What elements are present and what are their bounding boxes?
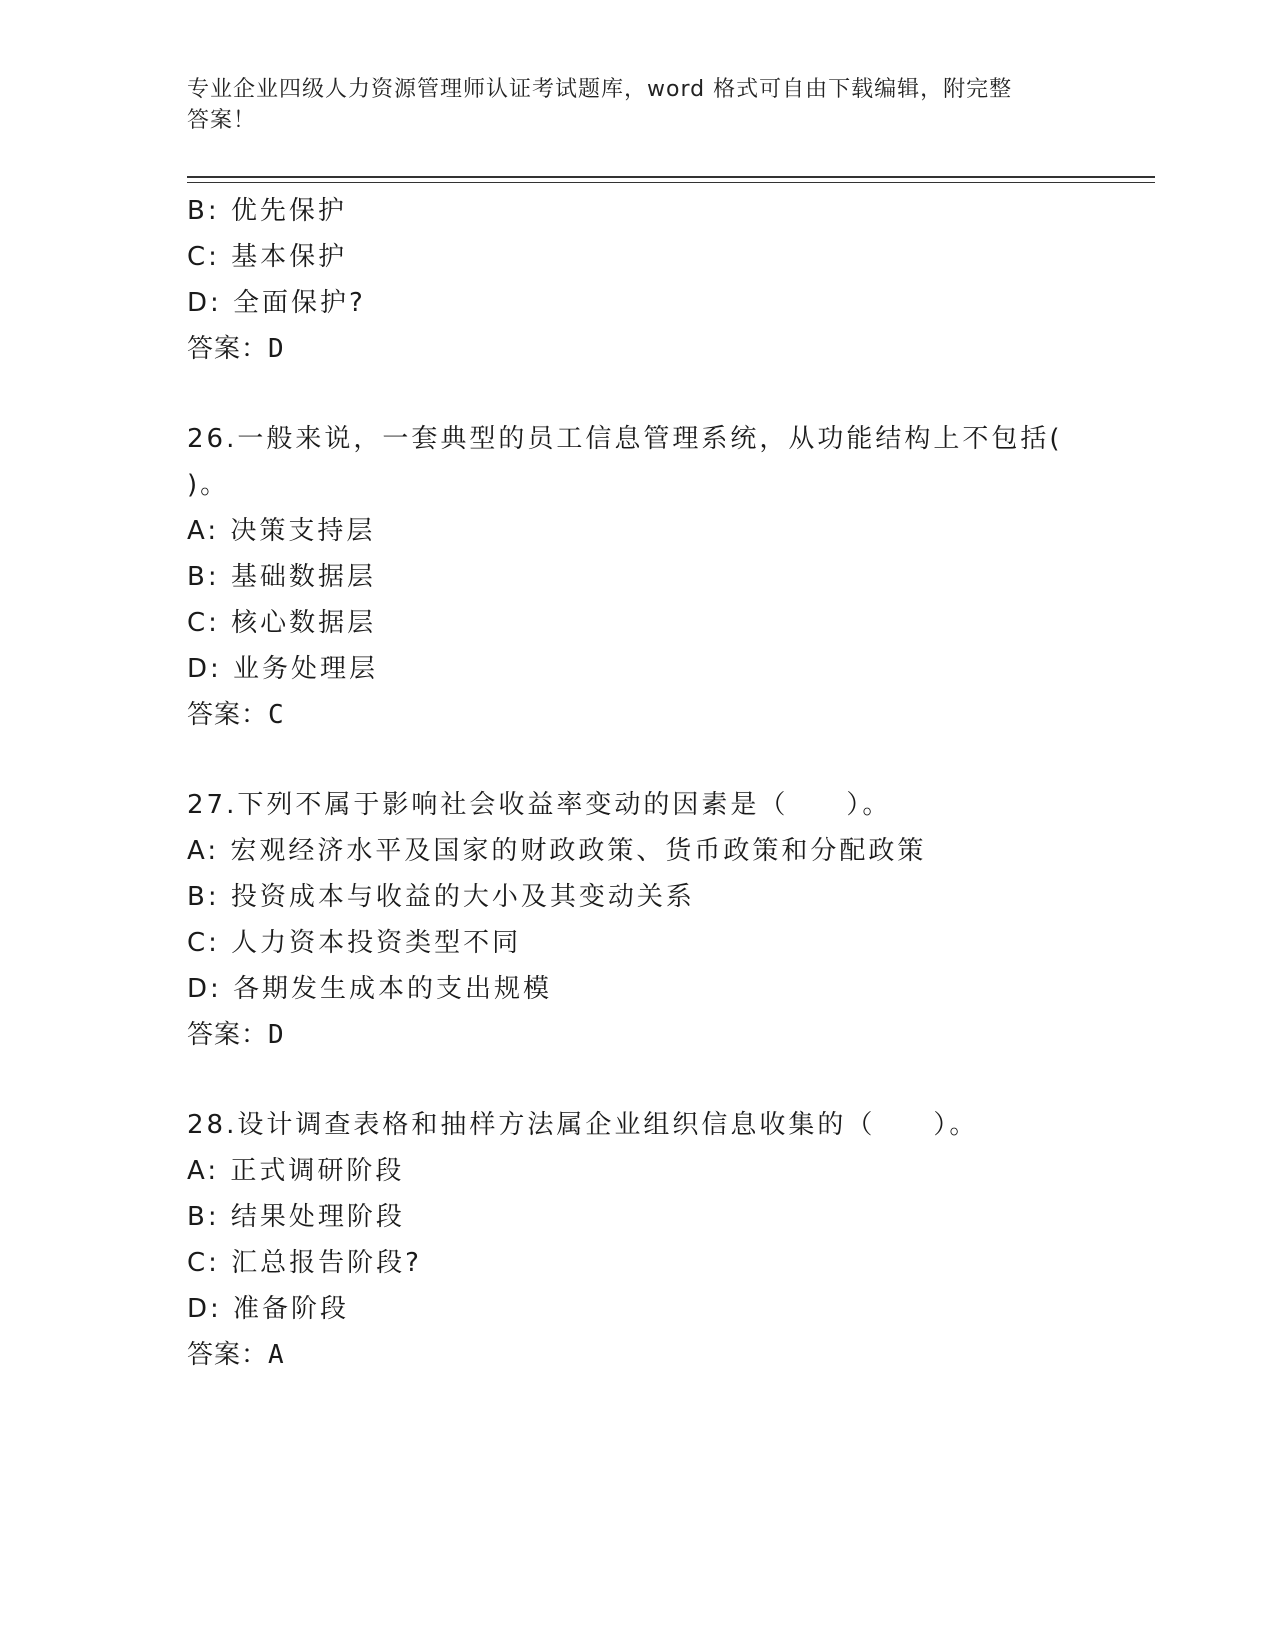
option-d: D: 各期发生成本的支出规模 bbox=[187, 974, 553, 1004]
answer-line bbox=[187, 1012, 1147, 1058]
answer-label: 答案： bbox=[187, 334, 269, 364]
option-c: C: 汇总报告阶段? bbox=[187, 1248, 422, 1278]
option-d: D: 业务处理层 bbox=[187, 654, 379, 684]
answer-line bbox=[187, 692, 1147, 738]
header-rule-top bbox=[187, 176, 1155, 178]
question-stem: 27.下列不属于影响社会收益率变动的因素是（ ）。 bbox=[187, 790, 892, 820]
answer-value: A bbox=[268, 1340, 285, 1370]
question-stem-line-2: )。 bbox=[187, 470, 230, 500]
document-header bbox=[187, 74, 1067, 136]
option-a: A: 正式调研阶段 bbox=[187, 1156, 405, 1186]
answer-value: D bbox=[268, 1020, 285, 1050]
option-a: A: 宏观经济水平及国家的财政政策、货币政策和分配政策 bbox=[187, 836, 927, 866]
header-line-2: 答案！ bbox=[187, 108, 257, 133]
question-26 bbox=[187, 416, 1147, 738]
option-c: C: 核心数据层 bbox=[187, 608, 377, 638]
question-28 bbox=[187, 1102, 1147, 1378]
option-c: C: 基本保护 bbox=[187, 242, 348, 272]
answer-line bbox=[187, 1332, 1147, 1378]
answer-label: 答案： bbox=[187, 700, 269, 730]
option-b: B: 投资成本与收益的大小及其变动关系 bbox=[187, 882, 695, 912]
answer-label: 答案： bbox=[187, 1020, 269, 1050]
question-25-continued bbox=[187, 188, 1147, 372]
option-b: B: 基础数据层 bbox=[187, 562, 376, 592]
question-list bbox=[187, 188, 1147, 1378]
question-27 bbox=[187, 782, 1147, 1058]
option-d: D: 准备阶段 bbox=[187, 1294, 350, 1324]
answer-label: 答案： bbox=[187, 1340, 269, 1370]
option-b: B: 优先保护 bbox=[187, 196, 347, 226]
option-b: B: 结果处理阶段 bbox=[187, 1202, 405, 1232]
answer-value: C bbox=[268, 700, 285, 730]
option-c: C: 人力资本投资类型不同 bbox=[187, 928, 522, 958]
answer-value: D bbox=[268, 334, 285, 364]
answer-line bbox=[187, 326, 1147, 372]
option-a: A: 决策支持层 bbox=[187, 516, 376, 546]
question-stem-line-1: 26.一般来说，一套典型的员工信息管理系统，从功能结构上不包括( bbox=[187, 424, 1063, 454]
header-line-1: 专业企业四级人力资源管理师认证考试题库，word 格式可自由下载编辑，附完整 bbox=[187, 77, 1013, 102]
header-rule-bottom bbox=[187, 182, 1155, 183]
option-d: D: 全面保护? bbox=[187, 288, 366, 318]
question-stem: 28.设计调查表格和抽样方法属企业组织信息收集的（ ）。 bbox=[187, 1110, 979, 1140]
